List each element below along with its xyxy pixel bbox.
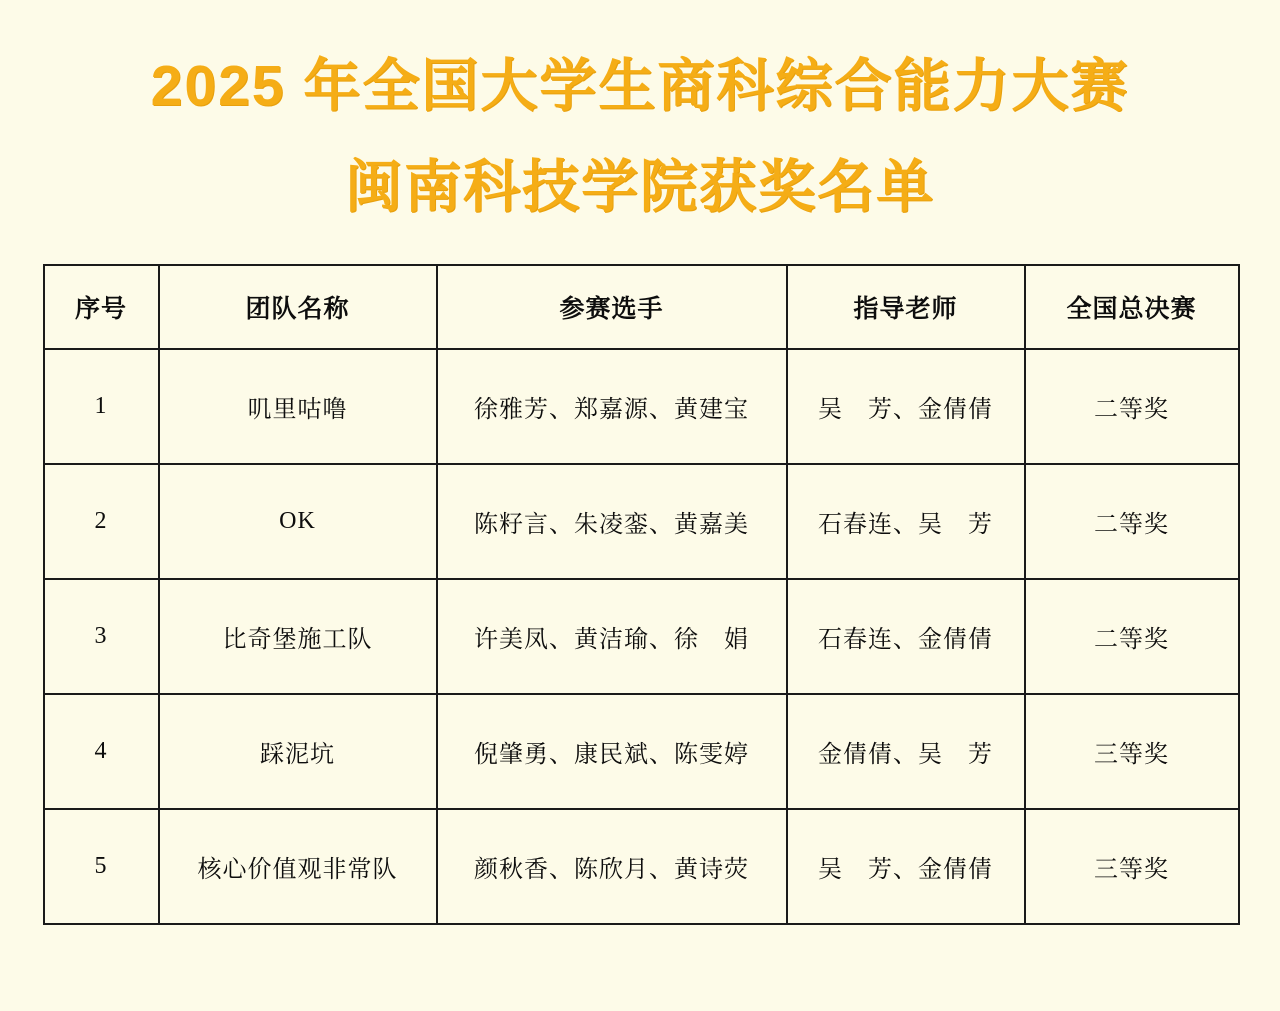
header-index: 序号 (44, 265, 159, 349)
cell-teachers: 吴 芳、金倩倩 (787, 349, 1025, 464)
cell-teachers: 石春连、吴 芳 (787, 464, 1025, 579)
cell-index: 4 (44, 694, 159, 809)
table-header (44, 265, 1239, 349)
cell-final: 二等奖 (1025, 349, 1239, 464)
cell-players: 倪肇勇、康民斌、陈雯婷 (437, 694, 787, 809)
cell-teachers: 吴 芳、金倩倩 (787, 809, 1025, 924)
cell-team: 比奇堡施工队 (159, 579, 437, 694)
cell-index: 2 (44, 464, 159, 579)
table-row (44, 349, 1239, 464)
table-header-row (44, 265, 1239, 349)
table-body (44, 349, 1239, 924)
cell-teachers: 石春连、金倩倩 (787, 579, 1025, 694)
cell-team: OK (159, 464, 437, 579)
cell-index: 5 (44, 809, 159, 924)
header-final: 全国总决赛 (1025, 265, 1239, 349)
cell-index: 1 (44, 349, 159, 464)
header-team: 团队名称 (159, 265, 437, 349)
table-row (44, 464, 1239, 579)
cell-index: 3 (44, 579, 159, 694)
cell-final: 二等奖 (1025, 579, 1239, 694)
cell-players: 徐雅芳、郑嘉源、黄建宝 (437, 349, 787, 464)
award-table (43, 264, 1240, 925)
cell-team: 踩泥坑 (159, 694, 437, 809)
document-title (0, 0, 1280, 219)
cell-final: 三等奖 (1025, 694, 1239, 809)
table-row (44, 809, 1239, 924)
header-players: 参赛选手 (437, 265, 787, 349)
cell-players: 许美凤、黄洁瑜、徐 娟 (437, 579, 787, 694)
title-line-1: 2025 年全国大学生商科综合能力大赛 (150, 54, 1130, 118)
cell-final: 三等奖 (1025, 809, 1239, 924)
header-teachers: 指导老师 (787, 265, 1025, 349)
cell-teachers: 金倩倩、吴 芳 (787, 694, 1025, 809)
cell-team: 叽里咕噜 (159, 349, 437, 464)
award-table-container (43, 264, 1238, 925)
title-line-2: 闽南科技学院获奖名单 (345, 155, 935, 219)
table-row (44, 694, 1239, 809)
cell-players: 颜秋香、陈欣月、黄诗荧 (437, 809, 787, 924)
cell-final: 二等奖 (1025, 464, 1239, 579)
cell-team: 核心价值观非常队 (159, 809, 437, 924)
table-row (44, 579, 1239, 694)
cell-players: 陈籽言、朱凌銮、黄嘉美 (437, 464, 787, 579)
